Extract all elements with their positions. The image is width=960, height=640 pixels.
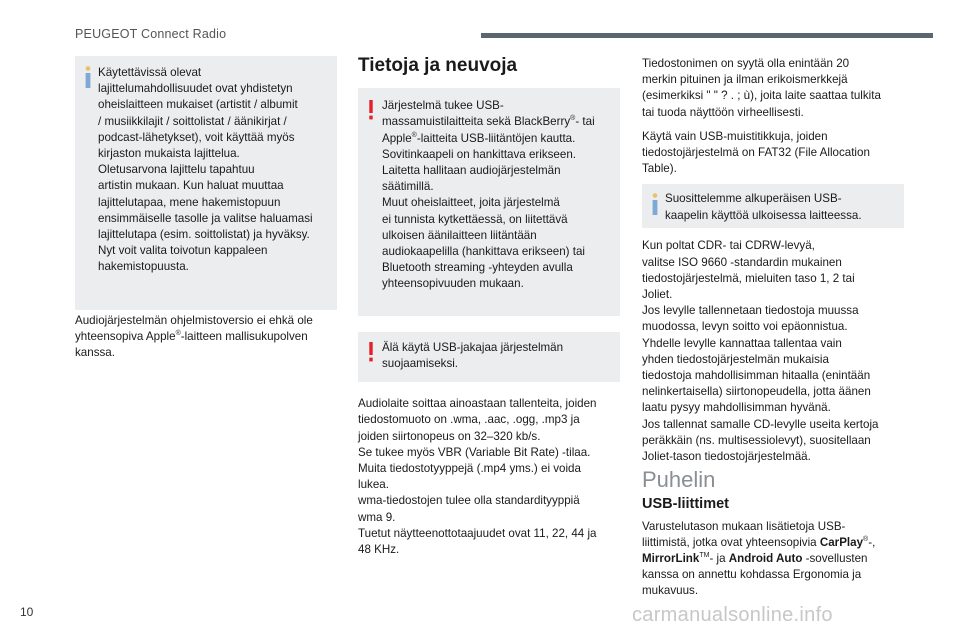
usb-ports-text-b: -, [868, 535, 876, 549]
usb-hub-warning: Älä käytä USB-jakajaa järjestelmän suojaamiseksi. [382, 341, 564, 371]
usb-warning-text-a: Järjestelmä tukee USB- massamuistilaitteita sekä BlackBerry [382, 99, 571, 129]
apple-compat-paragraph [75, 313, 337, 362]
running-header: PEUGEOT Connect Radio [75, 27, 227, 41]
fat32-paragraph: Käytä vain USB-muistitikkuja, joiden tiedostojärjestelmä on FAT32 (File Allocation Table). [642, 129, 870, 176]
usb-support-warning [382, 98, 610, 292]
carplay-label: CarPlay [819, 535, 864, 549]
cable-recommendation: Suosittelemme alkuperäisen USB- kaapelin käyttöä ulkoisessa laitteessa. [665, 192, 862, 222]
filename-paragraph: Tiedostonimen on syytä olla enintään 20 merkin pituinen ja ilman erikoismerkkejä (esimerkiksi " " ? . ; ù), joita laite saattaa tulkita tai tuoda näyttöön virheellisesti. [642, 57, 881, 119]
audio-format-paragraph: Audiolaite soittaa ainoastaan tallenteita, joiden tiedostomuoto on .wma, .aac, .ogg, .mp3 ja joiden siirtonopeus on 32–320 kb/s. Se tukee myös VBR (Variable Bit Rate) -tilaa. Muita tiedostotyyppejä (.mp4 yms.) ei voida lukea. wma-tiedostojen tulee olla standardityyppiä wma 9. Tuetut näytteenottotaajuudet ovat 11, 22, 44 ja 48 KHz. [358, 397, 597, 557]
info-note-box-cable [642, 184, 904, 228]
warning-exclamation-icon [368, 100, 374, 120]
registered-mark: ® [175, 330, 181, 338]
trademark-mark: TM [699, 552, 710, 560]
mirrorlink-label: MirrorLink [642, 552, 700, 566]
usb-warning-text-c: -laitteita USB-liitäntöjen kautta. Sovitinkaapeli on hankittava erikseen. Laitetta hallitaan audiojärjestelmän säätimillä. Muut oheislaitteet, joita järjestelmä ei tunnista kytkettäessä, on liitettävä ulkoisen äänilaitteen liitäntään audiokaapelilla (hankittava erikseen) tai Bluetooth streaming -yhteyden avulla yhteensopivuuden mukaan. [382, 131, 586, 291]
section-heading-tips: Tietoja ja neuvoja [358, 55, 518, 76]
info-icon [84, 66, 92, 88]
apple-compat-text-a: Audiojärjestelmän ohjelmistoversio ei ehkä ole yhteensopiva Apple [75, 314, 313, 344]
registered-mark: ® [863, 536, 869, 544]
android-auto-label: Android Auto [728, 552, 803, 566]
registered-mark: ® [411, 131, 417, 139]
apple-compat-text-b: -laitteen mallisukupolven kanssa. [75, 330, 308, 360]
info-icon [651, 193, 659, 215]
usb-ports-paragraph [642, 519, 904, 600]
sorting-note: Käytettävissä olevat lajittelumahdollisuudet ovat yhdistetyn oheislaitteen mukaiset (artistit / albumit / musiikkilajit / soittolistat / äänikirjat / podcast-lähetykset), voit käyttää myös kirjaston mukaista lajittelua. Oletusarvona lajittelu tapahtuu artistin mukaan. Kun haluat muuttaa lajittelutapaa, mene hakemistopuun ensimmäiselle tasolle ja valitse haluamasi lajittelutapa (esim. soittolistat) ja hyväksy. Nyt voit valita toivotun kappaleen hakemistopuusta. [98, 66, 313, 274]
warning-box-usb [358, 88, 620, 316]
header-rule [481, 33, 933, 38]
usb-warning-text-b: - tai Apple [382, 115, 595, 145]
subheading-usb-ports: USB-liittimet [642, 496, 729, 513]
info-note-box [75, 56, 337, 310]
section-heading-phone: Puhelin [642, 467, 716, 493]
registered-mark: ® [570, 115, 576, 123]
warning-box-hub [358, 332, 620, 382]
watermark: carmanualsonline.info [632, 604, 833, 626]
column-3 [642, 56, 904, 600]
column-2 [358, 56, 620, 558]
usb-ports-text-c: - ja [709, 552, 729, 566]
usb-ports-text-d: -sovellusten kanssa on annettu kohdassa Ergonomia ja mukavuus. [642, 552, 868, 598]
page-number: 10 [20, 605, 34, 619]
column-1 [75, 56, 337, 362]
cd-burning-paragraph: Kun poltat CDR- tai CDRW-levyä, valitse ISO 9660 -standardin mukainen tiedostojärjestelmä, mieluiten taso 1, 2 tai Joliet. Jos levylle tallennetaan tiedostoja muussa muodossa, levyn soitto voi epäonnistua. Yhdelle levylle kannattaa tallentaa vain yhden tiedostojärjestelmän mukaisia tiedostoja mahdollisimman hitaalla (enintään nelinkertaisella) siirtonopeudella, jotta äänen laatu pysyy mahdollisimman hyvänä. Jos tallennat samalle CD-levylle useita kertoja peräkkäin (ns. multisessiolevyt), suositellaan Joliet-tason tiedostojärjestelmää. [642, 239, 879, 464]
usb-ports-text-a: Varustelutason mukaan lisätietoja USB- liittimistä, jotka ovat yhteensopivia [642, 519, 846, 549]
warning-exclamation-icon [368, 342, 374, 362]
